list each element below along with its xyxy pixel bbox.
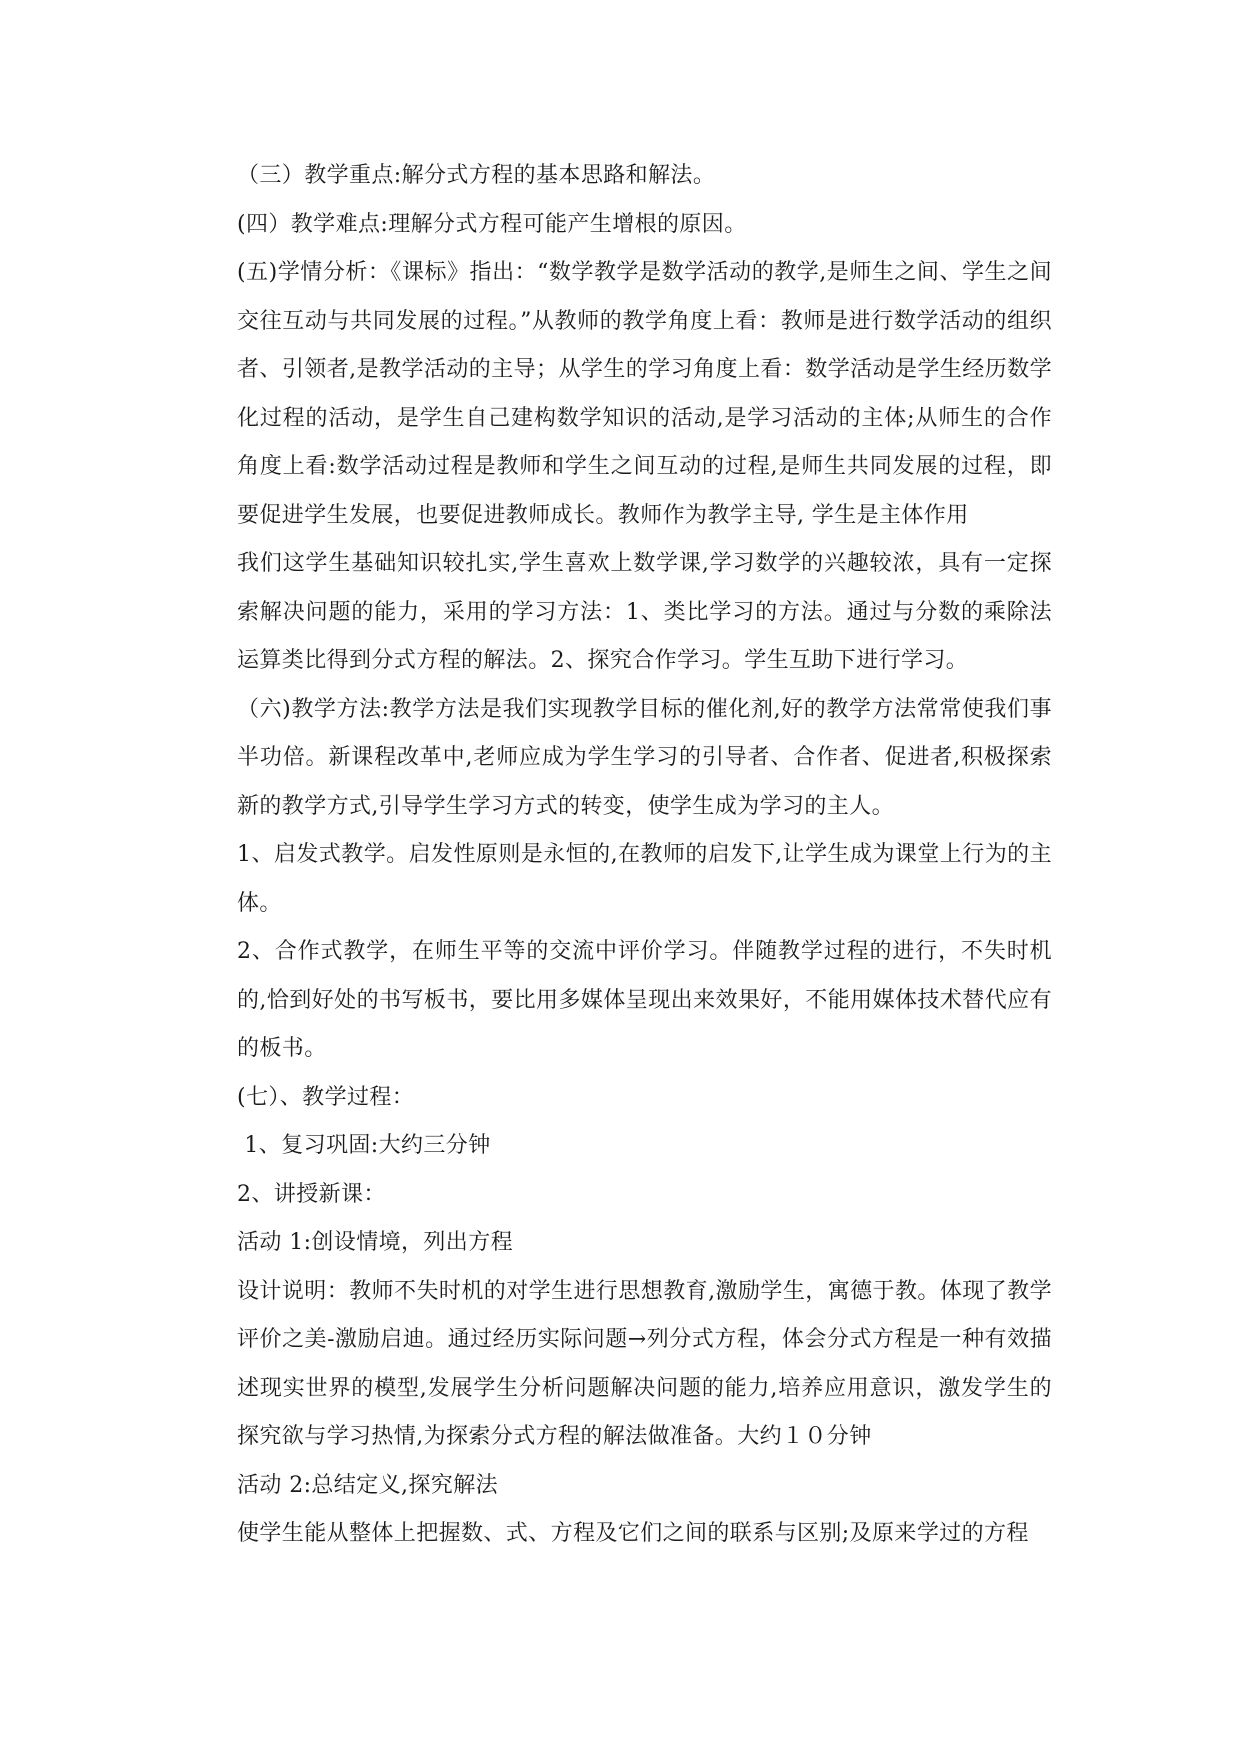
paragraph-teaching-method: （六)教学方法:教学方法是我们实现教学目标的催化剂,好的教学方法常常使我们事半功倍。新课程改革中,老师应成为学生学习的引导者、合作者、促进者,积极探索新的教学方式,引导学生学习方式的转变，使学生成为学习的主人。 — [237, 696, 1052, 819]
paragraph-activity-2-text: 使学生能从整体上把握数、式、方程及它们之间的联系与区别;及原来学过的方程 — [237, 1521, 1029, 1546]
paragraph-step-review: 1、复习巩固:大约三分钟 — [237, 1133, 491, 1158]
paragraph-process-heading: (七）、教学过程： — [237, 1084, 415, 1110]
paragraph-activity-1: 活动 1:创设情境，列出方程 — [237, 1230, 514, 1255]
paragraph-method-cooperative: 2、合作式教学，在师生平等的交流中评价学习。伴随教学过程的进行，不失时机的,恰到好处的书写板书，要比用多媒体呈现出来效果好，不能用媒体技术替代应有的板书。 — [237, 939, 1052, 1061]
paragraph-design-note: 设计说明：教师不失时机的对学生进行思想教育,激励学生，寓德于教。体现了教学评价之美-激励启迪。通过经历实际问题→列分式方程，体会分式方程是一种有效描述现实世界的模型,发展学生分析问题解决问题的能力,培养应用意识，激发学生的探究欲与学习热情,为探索分式方程的解法做准备。大约１０分钟 — [237, 1278, 1052, 1449]
paragraph-step-new-lesson: 2、讲授新课： — [237, 1181, 386, 1207]
paragraph-key-point: （三）教学重点:解分式方程的基本思路和解法。 — [237, 163, 716, 188]
paragraph-difficulty: (四）教学难点:理解分式方程可能产生增根的原因。 — [237, 211, 747, 237]
document-page — [237, 152, 1052, 1559]
paragraph-method-heuristic: 1、启发式教学。启发性原则是永恒的,在教师的启发下,让学生成为课堂上行为的主体。 — [237, 842, 1052, 916]
paragraph-student-basis: 我们这学生基础知识较扎实,学生喜欢上数学课,学习数学的兴趣较浓，具有一定探索解决问题的能力，采用的学习方法：1、类比学习的方法。通过与分数的乘除法运算类比得到分式方程的解法。2、探究合作学习。学生互助下进行学习。 — [237, 551, 1052, 673]
paragraph-student-analysis: (五)学情分析：《课标》指出：“数学教学是数学活动的教学,是师生之间、学生之间交往互动与共同发展的过程。”从教师的教学角度上看：教师是进行数学活动的组织者、引领者,是教学活动的主导；从学生的学习角度上看：数学活动是学生经历数学化过程的活动，是学生自己建构数学知识的活动,是学习活动的主体;从师生的合作角度上看:数学活动过程是教师和学生之间互动的过程,是师生共同发展的过程，即要促进学生发展，也要促进教师成长。教师作为教学主导, 学生是主体作用 — [237, 260, 1052, 528]
paragraph-activity-2: 活动 2:总结定义,探究解法 — [237, 1472, 498, 1498]
